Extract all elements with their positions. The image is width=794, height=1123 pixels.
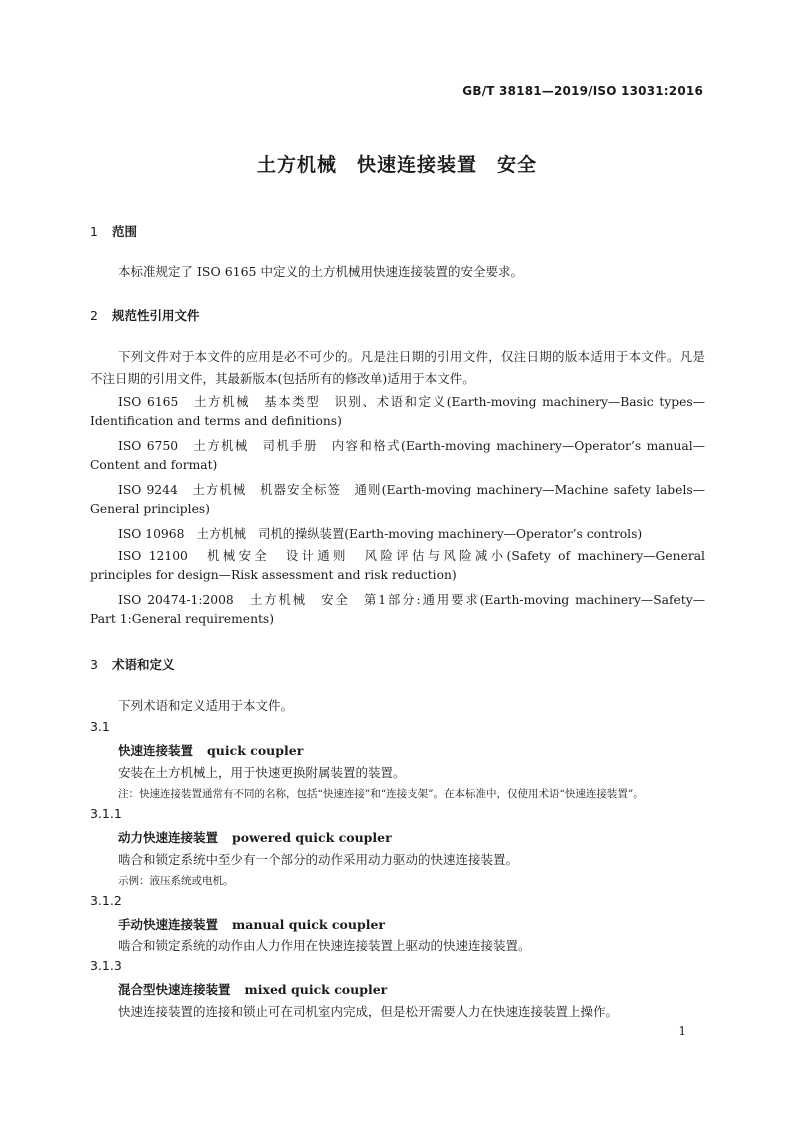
reference-line: ISO 9244 土方机械 机器安全标签 通则(Earth-moving machinery—Machine safety labels— xyxy=(118,483,705,497)
section-number: 2 xyxy=(90,308,98,323)
section-number: 3 xyxy=(90,657,98,672)
page-title: 土方机械 快速连接装置 安全 xyxy=(256,154,537,176)
reference-line: principles for design—Risk assessment and risk reduction) xyxy=(90,568,457,582)
section-2-intro: 下列文件对于本文件的应用是必不可少的。凡是注日期的引用文件，仅注日期的版本适用于本文件。凡是不注日期的引用文件，其最新版本(包括所有的修改单)适用于本文件。 xyxy=(90,349,705,386)
term-heading xyxy=(118,915,385,933)
term-zh: 手动快速连接装置 xyxy=(118,917,219,932)
term-en: mixed quick coupler xyxy=(244,982,388,997)
section-title: 规范性引用文件 xyxy=(112,308,200,323)
term-zh: 混合型快速连接装置 xyxy=(118,982,231,997)
reference-line: General principles) xyxy=(90,502,210,516)
reference-line: Identification and terms and definitions) xyxy=(90,414,342,428)
term-en: quick coupler xyxy=(207,743,304,758)
term-zh: 动力快速连接装置 xyxy=(118,830,219,845)
term-heading xyxy=(118,828,392,846)
term-number: 3.1.1 xyxy=(90,806,122,821)
term-heading xyxy=(118,741,303,759)
reference-line: Content and format) xyxy=(90,458,218,472)
term-en: manual quick coupler xyxy=(232,917,385,932)
term-number: 3.1.3 xyxy=(90,958,122,973)
term-zh: 快速连接装置 xyxy=(118,743,194,758)
term-definition: 啮合和锁定系统的动作由人力作用在快速连接装置上驱动的快速连接装置。 xyxy=(118,938,531,953)
document-code: GB/T 38181—2019/ISO 13031:2016 xyxy=(462,84,703,98)
reference-line: ISO 20474-1:2008 土方机械 安全 第1部分:通用要求(Earth-moving machinery—Safety— xyxy=(118,593,705,607)
section-number: 1 xyxy=(90,224,98,239)
term-definition: 安装在土方机械上，用于快速更换附属装置的装置。 xyxy=(118,765,406,780)
term-heading xyxy=(118,980,387,998)
section-2-heading xyxy=(90,306,200,324)
term-example: 示例：液压系统或电机。 xyxy=(118,875,234,887)
section-title: 范围 xyxy=(112,224,138,239)
term-definition: 啮合和锁定系统中至少有一个部分的动作采用动力驱动的快速连接装置。 xyxy=(118,852,519,867)
section-3-heading xyxy=(90,655,175,673)
reference-line: ISO 10968 土方机械 司机的操纵装置(Earth-moving machinery—Operator’s controls) xyxy=(118,527,643,541)
reference-line: ISO 6165 土方机械 基本类型 识别、术语和定义(Earth-moving machinery—Basic types— xyxy=(118,395,705,409)
term-number: 3.1.2 xyxy=(90,893,122,908)
reference-line: ISO 6750 土方机械 司机手册 内容和格式(Earth-moving machinery—Operator’s manual— xyxy=(118,439,705,453)
reference-line: Part 1:General requirements) xyxy=(90,612,275,626)
term-number: 3.1 xyxy=(90,719,110,734)
section-1-heading xyxy=(90,222,137,240)
section-1-body: 本标准规定了 ISO 6165 中定义的土方机械用快速连接装置的安全要求。 xyxy=(118,264,523,279)
section-title: 术语和定义 xyxy=(112,657,175,672)
term-definition: 快速连接装置的连接和锁止可在司机室内完成，但是松开需要人力在快速连接装置上操作。 xyxy=(118,1004,619,1019)
term-en: powered quick coupler xyxy=(232,830,392,845)
page-number: 1 xyxy=(678,1024,686,1038)
section-3-intro: 下列术语和定义适用于本文件。 xyxy=(118,698,294,713)
term-note: 注：快速连接装置通常有不同的名称，包括“快速连接”和“连接支架”。在本标准中，仅使用术语“快速连接装置”。 xyxy=(118,788,644,800)
reference-line: ISO 12100 机械安全 设计通则 风险评估与风险减小(Safety of machinery—General xyxy=(118,549,705,563)
